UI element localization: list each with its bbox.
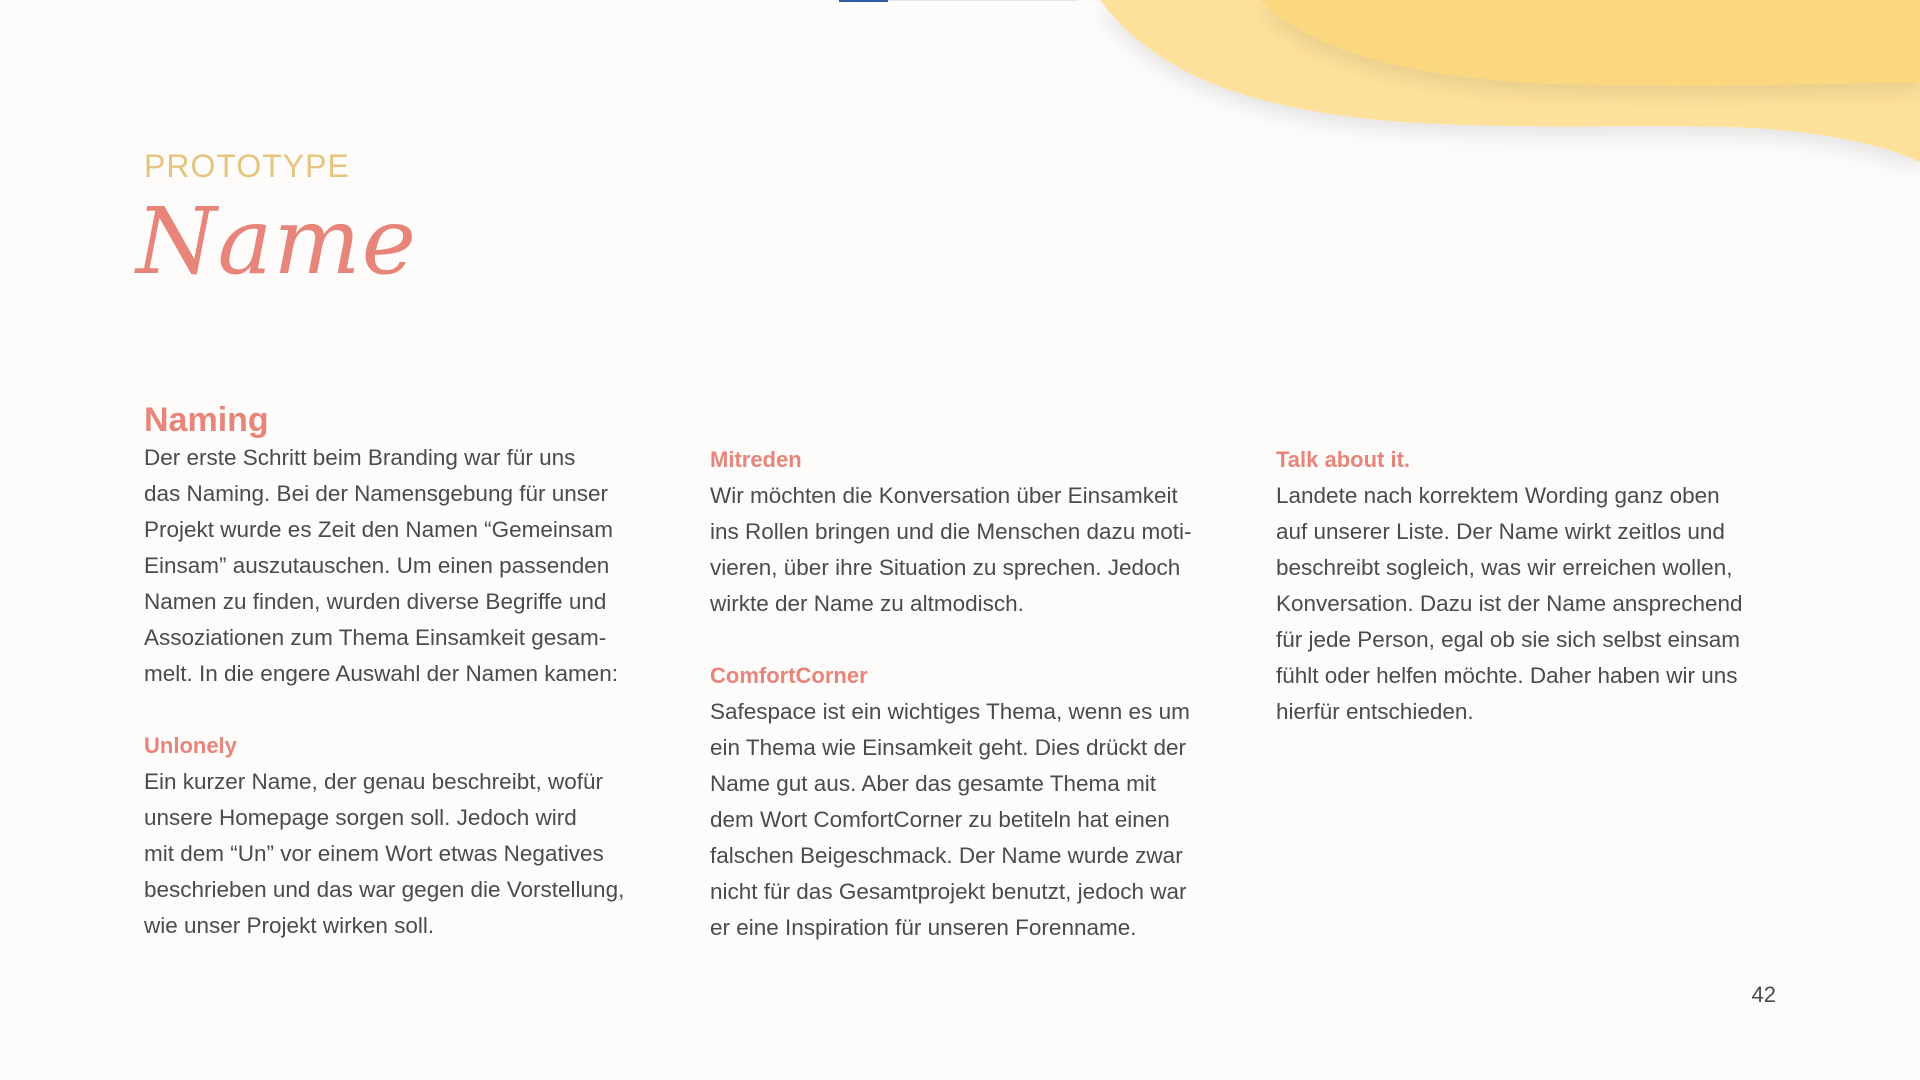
text-line: nicht für das Gesamtprojekt benutzt, jedoch war bbox=[710, 879, 1187, 904]
text-line: mit dem “Un” vor einem Wort etwas Negatives bbox=[144, 841, 604, 866]
text-line: vieren, über ihre Situation zu sprechen. Jedoch bbox=[710, 555, 1181, 580]
spacer bbox=[144, 692, 644, 728]
option-description-unlonely bbox=[144, 764, 644, 944]
text-line: ein Thema wie Einsamkeit geht. Dies drückt der bbox=[710, 735, 1187, 760]
column-right bbox=[1276, 442, 1776, 730]
option-title-comfortcorner: ComfortCorner bbox=[710, 663, 868, 688]
column-middle bbox=[710, 442, 1210, 946]
top-divider-line bbox=[888, 0, 1078, 1]
text-line: Name gut aus. Aber das gesamte Thema mit bbox=[710, 771, 1157, 796]
option-title-mitreden: Mitreden bbox=[710, 447, 802, 472]
text-line: wie unser Projekt wirken soll. bbox=[144, 913, 435, 938]
text-line: falschen Beigeschmack. Der Name wurde zwar bbox=[710, 843, 1183, 868]
text-line: ins Rollen bringen und die Menschen dazu moti- bbox=[710, 519, 1192, 544]
section-label: PROTOTYPE bbox=[144, 148, 350, 184]
text-line: für jede Person, egal ob sie sich selbst einsam bbox=[1276, 627, 1740, 652]
text-line: fühlt oder helfen möchte. Daher haben wir uns bbox=[1276, 663, 1738, 688]
text-line: auf unserer Liste. Der Name wirkt zeitlos und bbox=[1276, 519, 1725, 544]
text-line: Namen zu finden, wurden diverse Begriffe und bbox=[144, 589, 607, 614]
text-line: Konversation. Dazu ist der Name ansprechend bbox=[1276, 591, 1743, 616]
text-line: er eine Inspiration für unseren Forenname. bbox=[710, 915, 1137, 940]
text-line: beschreibt sogleich, was wir erreichen wollen, bbox=[1276, 555, 1733, 580]
text-line: dem Wort ComfortCorner zu betiteln hat einen bbox=[710, 807, 1170, 832]
text-line: das Naming. Bei der Namensgebung für unser bbox=[144, 481, 609, 506]
text-line: unsere Homepage sorgen soll. Jedoch wird bbox=[144, 805, 577, 830]
text-line: Der erste Schritt beim Branding war für uns bbox=[144, 445, 576, 470]
option-title-talk-about-it: Talk about it. bbox=[1276, 447, 1411, 472]
page-number: 42 bbox=[1751, 982, 1776, 1007]
option-description-talk-about-it bbox=[1276, 478, 1776, 730]
text-line: hierfür entschieden. bbox=[1276, 699, 1474, 724]
text-line: wirkte der Name zu altmodisch. bbox=[710, 591, 1024, 616]
text-line: Projekt wurde es Zeit den Namen “Gemeinsam bbox=[144, 517, 613, 542]
column-left bbox=[144, 400, 644, 944]
text-line: Ein kurzer Name, der genau beschreibt, wofür bbox=[144, 769, 603, 794]
top-accent-bar bbox=[839, 0, 888, 2]
text-line: Safespace ist ein wichtiges Thema, wenn es um bbox=[710, 699, 1190, 724]
option-description-comfortcorner bbox=[710, 694, 1210, 946]
option-title-unlonely: Unlonely bbox=[144, 733, 237, 758]
naming-intro-paragraph bbox=[144, 440, 644, 692]
option-description-mitreden bbox=[710, 478, 1210, 622]
text-line: Wir möchten die Konversation über Einsamkeit bbox=[710, 483, 1178, 508]
page-title: Name bbox=[136, 188, 418, 295]
text-line: Einsam” auszutauschen. Um einen passenden bbox=[144, 553, 610, 578]
naming-heading: Naming bbox=[144, 401, 269, 439]
text-line: Landete nach korrektem Wording ganz oben bbox=[1276, 483, 1720, 508]
text-line: melt. In die engere Auswahl der Namen kamen: bbox=[144, 661, 619, 686]
text-line: Assoziationen zum Thema Einsamkeit gesam- bbox=[144, 625, 607, 650]
text-line: beschrieben und das war gegen die Vorstellung, bbox=[144, 877, 625, 902]
spacer bbox=[710, 622, 1210, 658]
